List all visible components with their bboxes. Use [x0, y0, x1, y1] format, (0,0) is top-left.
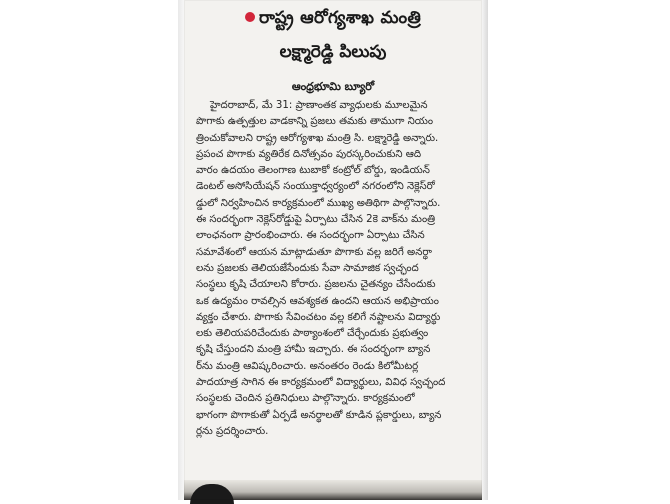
- article-line: సంస్థలకు చెందిన ప్రతినిధులు పాల్గొన్నారు. కార్యక్రమంలో: [196, 393, 415, 405]
- headline-line-2: లక్ష్మారెడ్డి పిలుపు: [279, 42, 387, 62]
- article-line: లకు తెలియపరిచేందుకు పాఠ్యాంశంలో చేర్చేందుకు ప్రభుత్వం: [196, 328, 429, 340]
- article-line: కృషి చేస్తుందని మంత్రి హామీ ఇచ్చారు. ఈ సందర్భంగా బ్యాన: [196, 344, 431, 356]
- page-edge-right: [482, 0, 488, 500]
- headline-line-1: [184, 8, 482, 32]
- byline: ఆంధ్రభూమి బ్యూరో: [291, 80, 375, 93]
- article-line: ర్‌ను మంత్రి ఆవిష్కరించారు. అనంతరం రెండు కిలోమీటర్ల: [196, 360, 419, 372]
- headline-line-1-text: రాష్ట్ర ఆరోగ్యశాఖ మంత్రి: [258, 8, 422, 28]
- article-line: త్రించుకోవాలని రాష్ట్ర ఆరోగ్యశాఖ మంత్రి సి. లక్ష్మారెడ్డి అన్నారు.: [196, 132, 439, 144]
- newspaper-clipping: [184, 0, 482, 500]
- article-body: [196, 98, 478, 440]
- article-line: లను ప్రజలకు తెలియజేసేందుకు సేవా సామాజిక స్వచ్ఛంద: [196, 262, 419, 274]
- article-line: వారం ఉదయం తెలంగాణ టుబాకో కంట్రోల్ బోర్డు, ఇండియన్: [196, 165, 430, 177]
- article-line: ర్లను ప్రదర్శించారు.: [196, 425, 269, 437]
- article-line: లాంఛనంగా ప్రారంభించారు. ఈ సందర్భంగా ఏర్పాటు చేసిన: [196, 230, 425, 242]
- article-line: డ్డులో నిర్వహించిన కార్యక్రమంలో ముఖ్య అతిథిగా పాల్గొన్నారు.: [196, 197, 441, 209]
- article-line: భాగంగా పొగాకుతో ఏర్పడే అనర్థాలతో కూడిన ప్లకార్డులు, బ్యాన: [196, 409, 442, 421]
- article-line: వ్యక్తం చేశారు. పొగాకు సేవించటం వల్ల కలిగే నష్టాలను విద్యార్థు: [196, 311, 441, 323]
- article-line: ఈ సందర్భంగా నెక్లెస్‌రోడ్డుపై ఏర్పాటు చేసిన 2కె వాక్‌ను మంత్రి: [196, 214, 436, 226]
- article-line: డెంటల్ అసోసియేషన్ సంయుక్తాధ్వర్యంలో నగరంలోని నెక్లెస్‌రో: [196, 181, 435, 193]
- article-line: హైదరాబాద్, మే 31: ప్రాణాంతక వ్యాధులకు మూలమైన: [210, 100, 428, 111]
- article-line: ప్రపంచ పొగాకు వ్యతిరేక దినోత్సవం పురస్కరించుకుని ఆది: [196, 148, 422, 160]
- article-line: ఒక ఉద్యమం రావల్సిన ఆవశ్యకత ఉందని ఆయన అభిప్రాయం: [196, 295, 439, 307]
- red-bullet-icon: [245, 12, 255, 22]
- article-line: సమావేశంలో ఆయన మాట్లాడుతూ పొగాకు వల్ల జరిగే అనర్థా: [196, 246, 432, 258]
- article-line: పొగాకు ఉత్పత్తుల వాడకాన్ని ప్రజలు తమకు తాముగా నియం: [196, 116, 434, 128]
- article-line: పాదయాత్ర సాగిన ఈ కార్యక్రమంలో విద్యార్థులు, వివిధ స్వచ్ఛంద: [196, 377, 446, 389]
- article-line: సంస్థలు కృషి చేయాలని కోరారు. ప్రజలను చైతన్యం చేసేందుకు: [196, 279, 436, 291]
